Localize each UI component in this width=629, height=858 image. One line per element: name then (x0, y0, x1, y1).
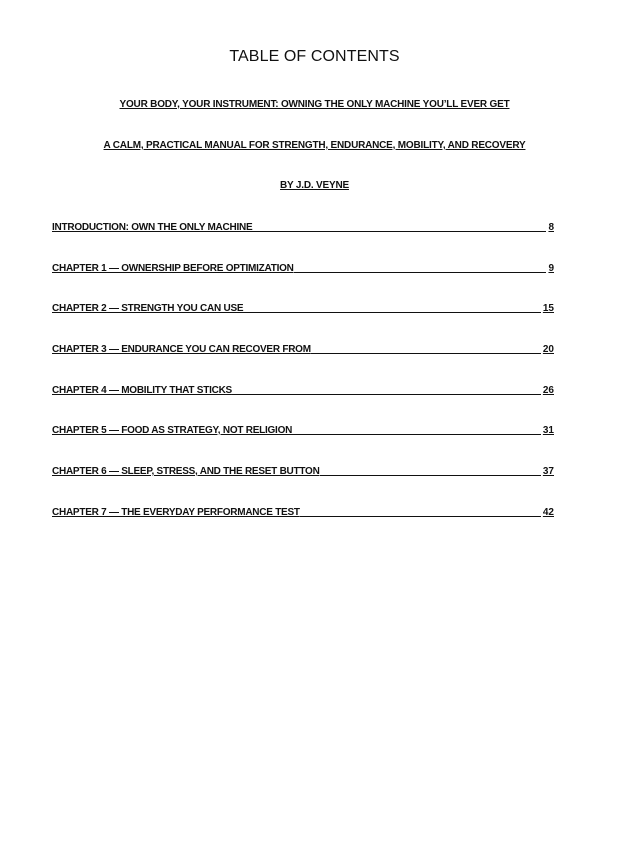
toc-entry-page: 31 (542, 425, 554, 436)
toc-leader-line (232, 394, 541, 395)
book-author: BY J.D. VEYNE (280, 180, 349, 191)
toc-leader-line (311, 353, 541, 354)
toc-entry-chapter-5[interactable] (52, 419, 554, 437)
toc-leader-line (320, 475, 541, 476)
toc-entry-page: 42 (542, 507, 554, 518)
toc-entry-label: INTRODUCTION: OWN THE ONLY MACHINE (52, 222, 253, 233)
toc-entry-page: 9 (548, 263, 554, 274)
toc-entry-label: CHAPTER 4 — MOBILITY THAT STICKS (52, 385, 232, 396)
toc-leader-line (292, 434, 541, 435)
toc-entry-label: CHAPTER 7 — THE EVERYDAY PERFORMANCE TEST (52, 507, 300, 518)
toc-entry-chapter-4[interactable] (52, 379, 554, 397)
toc-entry-label: CHAPTER 2 — STRENGTH YOU CAN USE (52, 303, 244, 314)
page-title: TABLE OF CONTENTS (229, 48, 400, 65)
toc-entry-chapter-7[interactable] (52, 501, 554, 519)
toc-entry-page: 20 (542, 344, 554, 355)
toc-entry-page: 37 (542, 466, 554, 477)
toc-entry-label: CHAPTER 1 — OWNERSHIP BEFORE OPTIMIZATION (52, 263, 294, 274)
toc-leader-line (243, 312, 541, 313)
toc-leader-line (294, 272, 546, 273)
toc-entry-page: 26 (542, 385, 554, 396)
toc-entry-label: CHAPTER 5 — FOOD AS STRATEGY, NOT RELIGION (52, 425, 293, 436)
toc-entry-chapter-1[interactable] (52, 257, 554, 275)
toc-entry-page: 8 (548, 222, 554, 233)
toc-leader-line (300, 516, 541, 517)
book-title: YOUR BODY, YOUR INSTRUMENT: OWNING THE ONLY MACHINE YOU’LL EVER GET (119, 99, 510, 110)
toc-entry-label: CHAPTER 3 — ENDURANCE YOU CAN RECOVER FROM (52, 344, 311, 355)
toc-entry-page: 15 (542, 303, 554, 314)
toc-leader-line (252, 231, 546, 232)
toc-entry-chapter-6[interactable] (52, 460, 554, 478)
book-tagline: A CALM, PRACTICAL MANUAL FOR STRENGTH, ENDURANCE, MOBILITY, AND RECOVERY (103, 140, 526, 151)
toc-entry-label: CHAPTER 6 — SLEEP, STRESS, AND THE RESET BUTTON (52, 466, 320, 477)
toc-entry-chapter-2[interactable] (52, 297, 554, 315)
toc-entry-introduction[interactable] (52, 216, 554, 234)
toc-entry-chapter-3[interactable] (52, 338, 554, 356)
